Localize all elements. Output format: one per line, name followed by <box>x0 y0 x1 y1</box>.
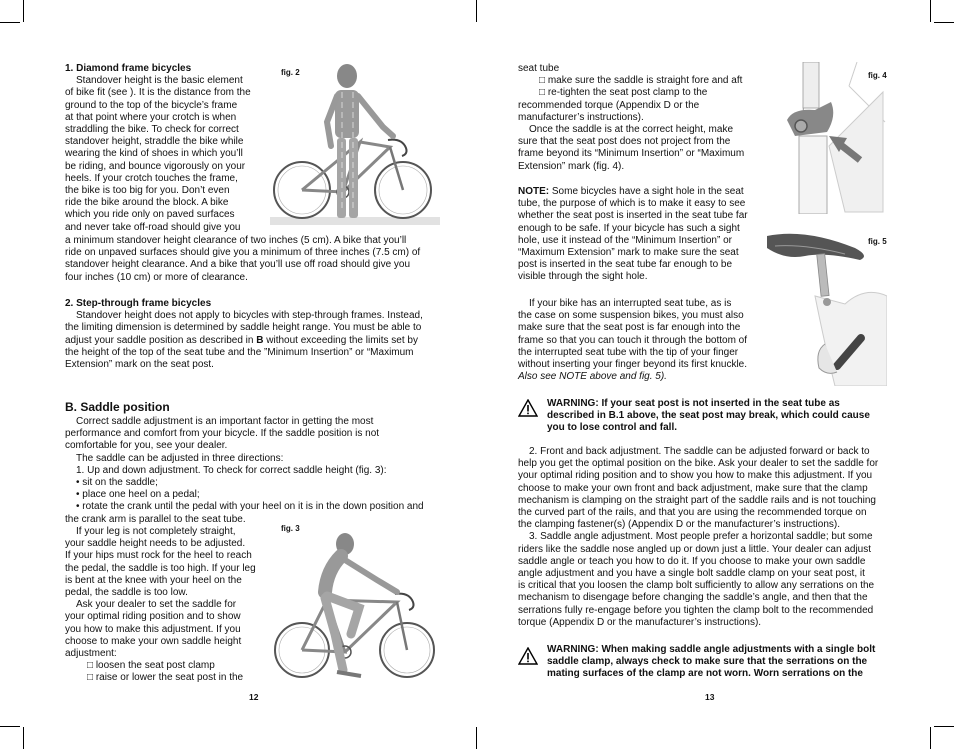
text-line: 3. Saddle angle adjustment. Most people prefer a horizontal saddle; but some <box>529 531 873 543</box>
warning-icon <box>518 647 538 665</box>
warning-icon <box>518 399 538 417</box>
text-line: the case on some suspension bikes, you must also <box>518 310 744 322</box>
text-line: performance and comfort from your bicycle. If the saddle position is not <box>65 428 380 440</box>
note-label: NOTE: <box>518 186 550 197</box>
text-line: If your bike has an interrupted seat tube, as is <box>529 298 732 309</box>
text-line: “Maximum Extension” mark to make sure the seat <box>518 247 739 259</box>
text-line: Once the saddle is at the correct height, make <box>529 124 733 136</box>
text-line: • place one heel on a pedal; <box>76 489 200 501</box>
text-line: which you ride only on paved surfaces <box>65 209 235 221</box>
fig4-illustration <box>765 62 887 214</box>
text-line: angle adjustment and you have a single bolt saddle clamp on your seat post, it <box>518 568 865 580</box>
text-line: heels. If your crotch touches the frame, <box>65 172 238 184</box>
text-line: WARNING: If your seat post is not inserted in the seat tube as <box>547 398 840 409</box>
text-line: be riding, and bounce vigorously on your <box>65 160 246 172</box>
text-line: manufacturer’s instructions). <box>518 111 644 123</box>
crop-mark <box>934 726 954 727</box>
text-line: the interrupted seat tube with the tip of your finger <box>518 346 739 358</box>
text-line: □ re-tighten the seat post clamp to the <box>539 87 708 99</box>
saddle-section <box>65 416 455 526</box>
diamond-wide-text <box>65 235 445 284</box>
text-line: • sit on the saddle; <box>76 477 158 489</box>
text-line: wearing the kind of shoes in which you’ll <box>65 148 243 160</box>
text-line: the clamping fastener(s) (Appendix D or the manufacturer’s instructions). <box>518 519 840 531</box>
text-line: □ raise or lower the seat post in the <box>87 672 244 684</box>
text-span: Some bicycles have a sight hole in the seat <box>549 186 744 197</box>
text-line: mechanism to disengage before changing the saddle’s angle, and then that the <box>518 592 868 604</box>
text-line: pedal, the saddle is too low. <box>65 587 188 599</box>
text-line: whether the seat post is inserted in the seat tube far <box>518 210 748 222</box>
text-line: choose to make your own saddle height <box>65 635 242 647</box>
text-line: the bike is too big for you. Don’t even <box>65 185 230 197</box>
crop-mark <box>476 727 477 749</box>
text-line: adjust your saddle position as described in B without exceeding the limits set by <box>65 334 418 346</box>
text-line: Correct saddle adjustment is an important factor in getting the most <box>76 416 374 427</box>
text-line: Ask your dealer to set the saddle for <box>76 599 237 611</box>
text-line: Extension” mark (fig. 4). <box>518 160 625 172</box>
text-line: frame beyond its “Minimum Insertion” or “Maximum <box>518 148 745 160</box>
text-line: seat tube <box>518 63 560 74</box>
text-line: enough to be safe. If your bicycle has such a sight <box>518 222 740 234</box>
text-line: comfortable for you, see your dealer. <box>65 440 228 452</box>
text-line: post is inserted in the seat tube far enough to be <box>518 259 733 271</box>
text-line: your saddle height needs to be adjusted. <box>65 538 246 550</box>
crop-mark <box>934 22 954 23</box>
diamond-heading: 1. Diamond frame bicycles <box>65 63 192 74</box>
saddle-position-heading: B. Saddle position <box>65 400 170 414</box>
text-line <box>518 186 763 198</box>
text-line: • rotate the crank until the pedal with your heel on it is in the down position and <box>76 501 424 513</box>
text-line: If your hips must rock for the heel to reach <box>65 550 252 562</box>
text-line: your optimal riding position and to show you how to make this adjustment. If you <box>518 470 873 482</box>
text-line: torque (Appendix D or the manufacturer’s instructions). <box>518 616 762 628</box>
text-line: □ make sure the saddle is straight fore and aft <box>539 75 743 87</box>
text-line: the limiting dimension is determined by saddle height range. You must be able to <box>65 322 422 334</box>
text-line: tube, the purpose of which is to make it easy to see <box>518 198 746 210</box>
text-line: mating surfaces of the clamp are not worn. Worn serrations on the <box>547 668 863 680</box>
also-see-line: Also see NOTE above and fig. 5). <box>518 371 667 383</box>
text-line: recommended torque (Appendix D or the <box>518 99 700 111</box>
text-line: frame so that you can touch it through the bottom of <box>518 334 748 346</box>
text-line: Standover height does not apply to bicycles with step-through frames. Instead, <box>76 310 423 322</box>
text-line: 2. Front and back adjustment. The saddle can be adjusted forward or back to <box>529 446 870 457</box>
saddle-height-text <box>65 526 270 685</box>
text-line: described in B.1 above, the seat post may break, which could cause <box>547 410 870 422</box>
text-line: 1. Up and down adjustment. To check for correct saddle height (fig. 3): <box>76 464 387 476</box>
text-line: is critical that you loosen the clamp bolt sufficiently to allow any serrations on the <box>518 580 875 592</box>
text-line: straddling the bike. To check for correct <box>65 124 239 136</box>
diamond-section <box>65 63 265 234</box>
text-line: riders like the saddle nose angled up or down just a little. Your dealer can adjust <box>518 543 872 555</box>
fig4-label: fig. 4 <box>868 71 887 80</box>
text-line: sure that the seat post does not project from the <box>518 136 731 148</box>
crop-mark <box>930 0 931 22</box>
text-line: standover height clearance. And a bike that you’ll use off road should give you <box>65 259 411 271</box>
text-line: ride the bike around the block. A bike <box>65 197 229 209</box>
text-line: the crank arm is parallel to the seat tube. <box>65 513 246 525</box>
text-line: The saddle can be adjusted in three directions: <box>76 452 284 464</box>
text-line: Extension” mark on the seat post. <box>65 359 214 371</box>
page-number-right: 13 <box>705 692 715 702</box>
text-line: ride on unpaved surfaces should give you a minimum of three inches (7.5 cm) of <box>65 247 421 259</box>
text-line: without inserting your finger beyond its first knuckle. <box>518 359 747 371</box>
crop-mark <box>930 727 931 749</box>
text-line: ground to the top of the bicycle’s frame <box>65 99 238 111</box>
crop-mark <box>0 22 20 23</box>
crop-mark <box>0 726 20 727</box>
text-line: WARNING: When making saddle angle adjustments with a single bolt <box>547 644 876 655</box>
text-line: of bike fit (see ). It is the distance from the <box>65 87 251 99</box>
warning-seat-post <box>547 398 892 435</box>
adjustment-text <box>518 446 898 629</box>
text-line: and never take off-road should give you <box>65 221 241 233</box>
fig3-illustration <box>265 530 445 688</box>
note-text <box>518 186 763 284</box>
seat-tube-text <box>518 63 763 173</box>
text-line: you how to make this adjustment. If you <box>65 623 241 635</box>
step-through-heading: 2. Step-through frame bicycles <box>65 298 212 309</box>
text-line: saddle clamp, always check to make sure that the serrations on the <box>547 656 868 668</box>
crop-mark <box>476 0 477 22</box>
crop-mark <box>23 0 24 22</box>
fig5-illustration <box>765 226 887 386</box>
text-line: serrations fully re-engage before you tighten the clamp bolt to the recommended <box>518 604 874 616</box>
text-line: the curved part of the rails, and that you are using the recommended torque on <box>518 507 867 519</box>
text-line: saddle angle or teach you how to do it. If you choose to make your own saddle <box>518 555 866 567</box>
text-line: visible through the sight hole. <box>518 271 648 283</box>
warning-serrations <box>547 644 892 681</box>
fig5-label: fig. 5 <box>868 237 887 246</box>
fig2-label: fig. 2 <box>281 68 300 77</box>
text-line: choose to make your own front and back adjustment, make sure that the clamp <box>518 482 868 494</box>
text-line: standover height, straddle the bike while <box>65 136 244 148</box>
text-line: If your leg is not completely straight, <box>76 526 236 537</box>
text-line: adjustment: <box>65 648 117 660</box>
fig3-label: fig. 3 <box>281 524 300 533</box>
text-line: your optimal riding position and to show <box>65 611 241 623</box>
interrupted-seat-tube-text <box>518 298 763 383</box>
crop-mark <box>23 727 24 749</box>
text-line: the height of the top of the seat tube and the ”Minimum Insertion” or “Maximum <box>65 346 414 358</box>
page-number-left: 12 <box>249 692 259 702</box>
text-line: make sure that the seat post is far enough into the <box>518 322 741 334</box>
text-line: mechanism is clamping on the straight part of the saddle rails and is not touching <box>518 494 876 506</box>
text-line: □ loosen the seat post clamp <box>87 660 215 672</box>
text-line: Standover height is the basic element <box>76 75 243 87</box>
text-line: hole, use it instead of the “Minimum Insertion” or <box>518 234 732 246</box>
text-line: is bent at the knee with your heel on the <box>65 574 242 586</box>
text-line: at that point where your crotch is when <box>65 111 237 123</box>
text-line: you to lose control and fall. <box>547 422 678 434</box>
step-through-section <box>65 298 445 371</box>
text-line: help you get the optimal position on the bike. Ask your dealer to set the saddle for <box>518 458 879 470</box>
text-line: the pedal, the saddle is too high. If your leg <box>65 562 256 574</box>
fig2-illustration <box>265 62 445 230</box>
text-line: a minimum standover height clearance of two inches (5 cm). A bike that you’ll <box>65 235 407 246</box>
text-line: four inches (10 cm) or more of clearance. <box>65 271 248 283</box>
